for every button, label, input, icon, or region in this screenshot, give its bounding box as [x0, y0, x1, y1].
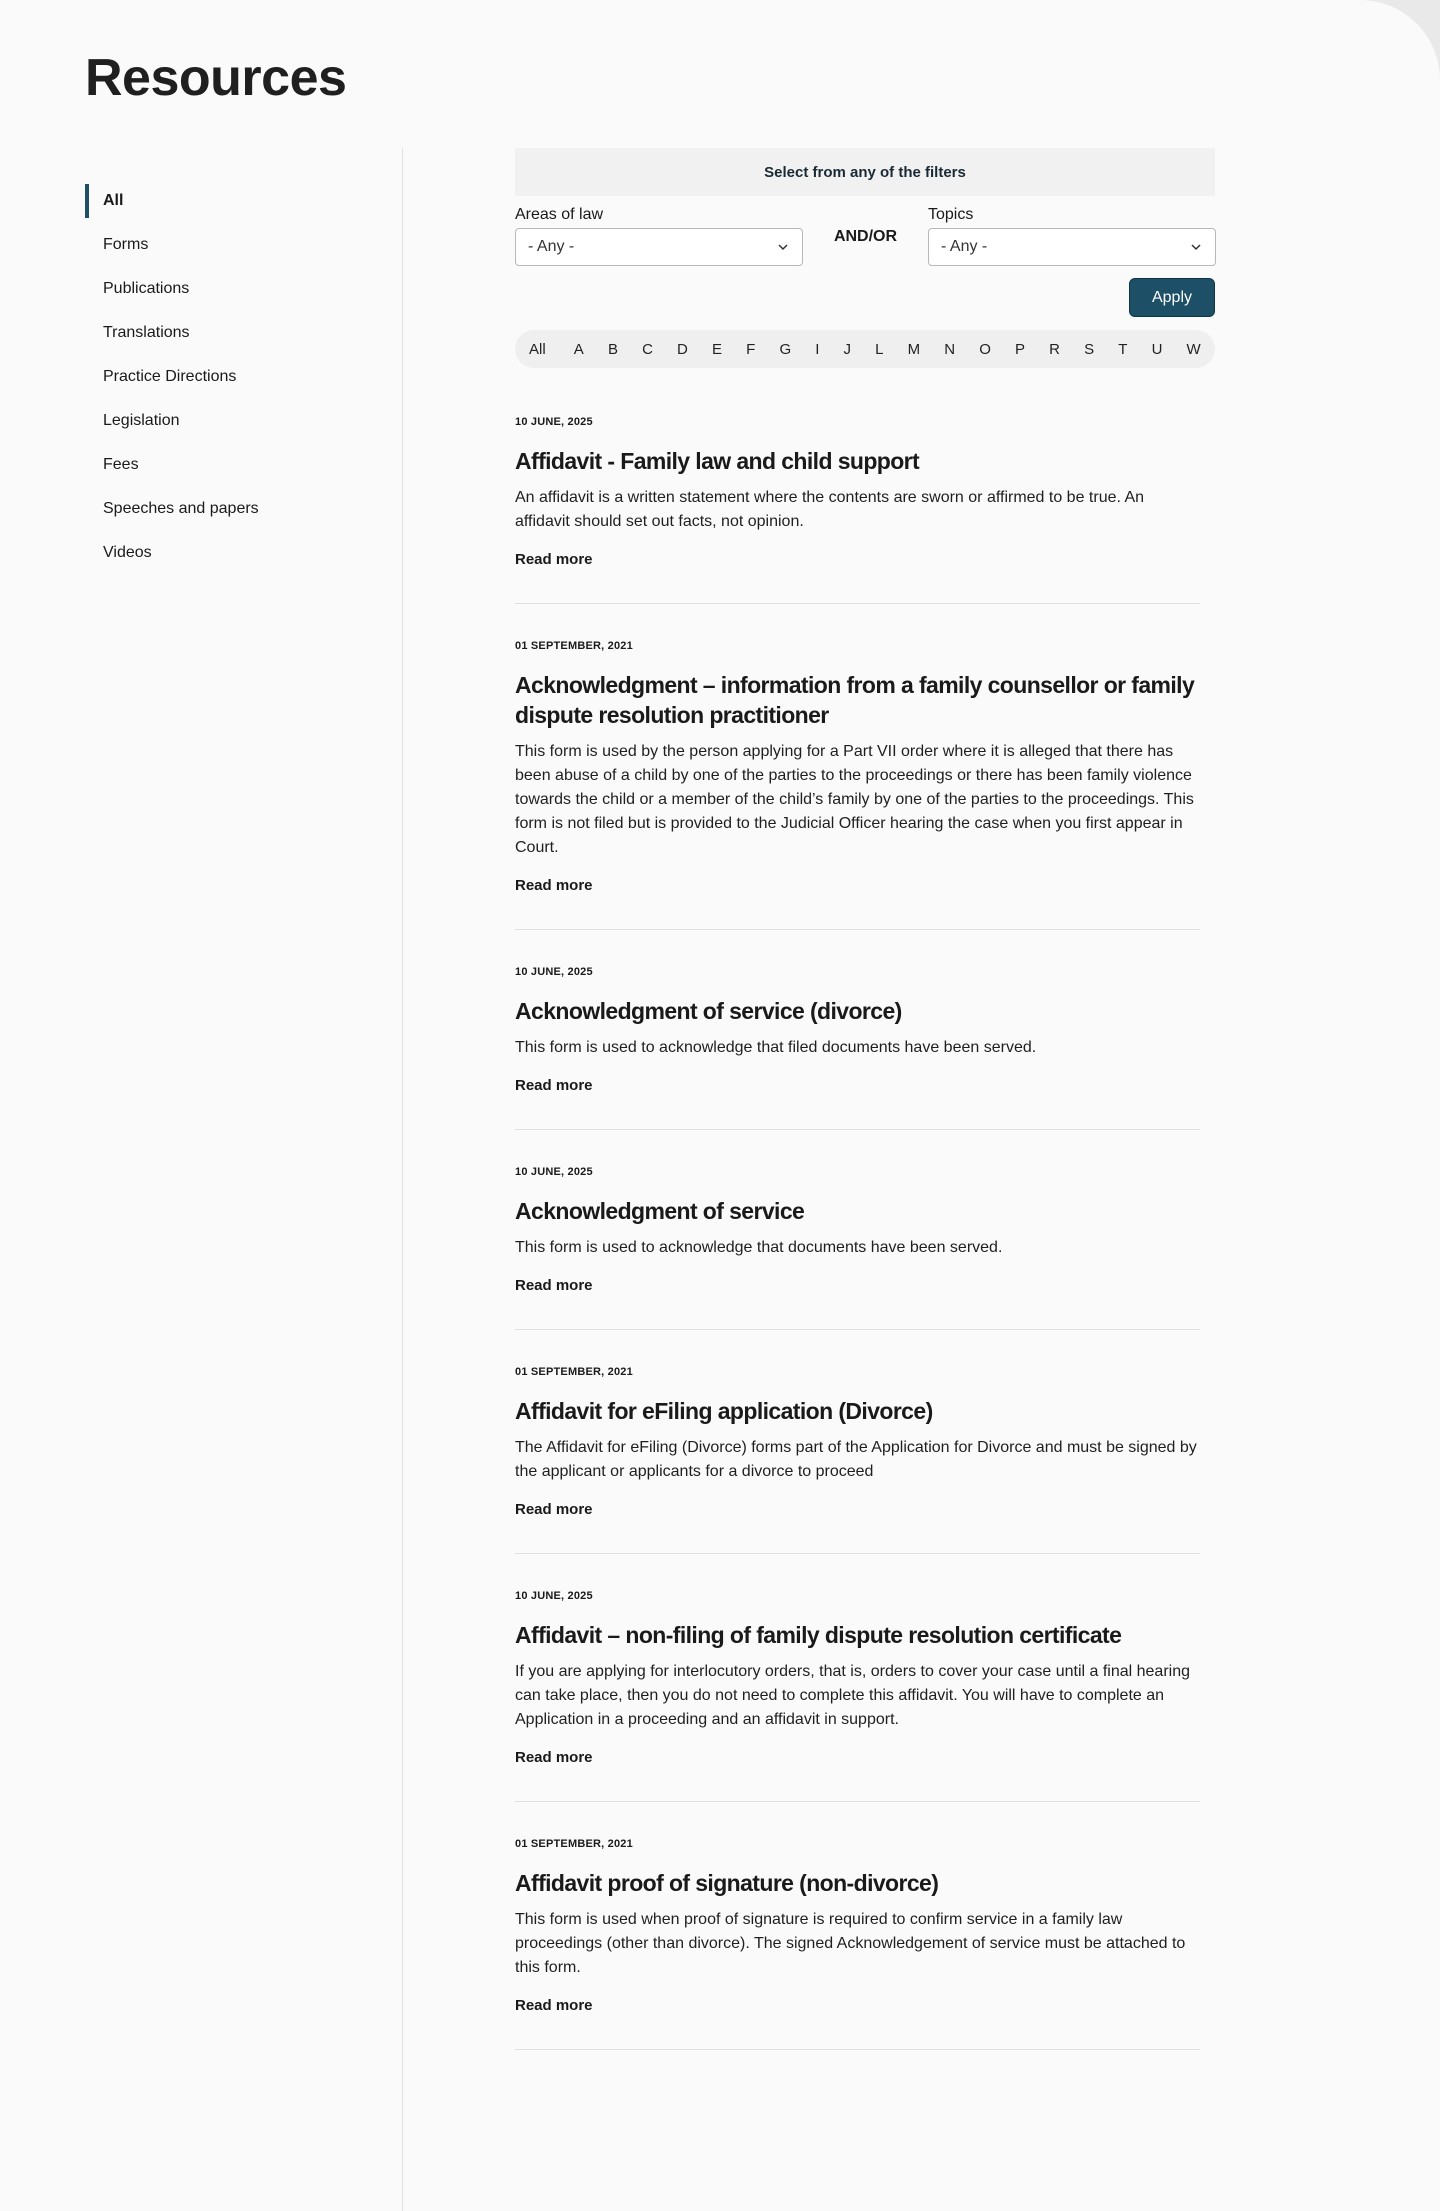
areas-of-law-label: Areas of law [515, 206, 604, 223]
chevron-down-icon [776, 240, 790, 254]
alpha-j[interactable]: J [843, 340, 852, 358]
alpha-f[interactable]: F [746, 340, 756, 358]
alpha-w[interactable]: W [1186, 340, 1201, 358]
item-title[interactable]: Affidavit for eFiling application (Divorce) [515, 1398, 933, 1424]
item-title[interactable]: Acknowledgment of service [515, 1198, 805, 1224]
item-title[interactable]: Affidavit - Family law and child support [515, 448, 920, 474]
item-title[interactable]: Affidavit proof of signature (non-divorce) [515, 1870, 939, 1896]
alpha-r[interactable]: R [1049, 340, 1061, 358]
list-item [515, 1330, 1200, 1554]
topics-select[interactable] [928, 228, 1216, 266]
item-description: This form is used by the person applying for a Part VII order where it is alleged that there has been abuse of a child by one of the parties to the proceedings or there has been family violence towards the child or a member of the child’s family by one of the parties to the proceedings. This form is not filed but is provided to the Judicial Officer hearing the case when you first appear in Court. [515, 743, 1194, 856]
list-item [515, 1130, 1200, 1330]
chevron-down-icon [1189, 240, 1203, 254]
item-date: 01 SEPTEMBER, 2021 [515, 1366, 633, 1378]
list-item [515, 1554, 1200, 1802]
item-date: 10 JUNE, 2025 [515, 1590, 593, 1602]
alphabet-filter [515, 330, 1215, 368]
alpha-s[interactable]: S [1084, 340, 1095, 358]
read-more-link[interactable]: Read more [515, 1277, 593, 1294]
item-description: The Affidavit for eFiling (Divorce) forms part of the Application for Divorce and must be signed by the applicant or applicants for a divorce to proceed [515, 1439, 1197, 1480]
apply-button[interactable]: Apply [1129, 278, 1215, 317]
list-item [515, 1802, 1200, 2050]
alpha-n[interactable]: N [944, 340, 956, 358]
main-content [515, 148, 1215, 2050]
areas-of-law-value: - Any - [528, 238, 575, 255]
alpha-d[interactable]: D [677, 340, 688, 358]
read-more-link[interactable]: Read more [515, 877, 593, 894]
list-item [515, 930, 1200, 1130]
alpha-e[interactable]: E [712, 340, 723, 358]
page-title: Resources [85, 49, 347, 107]
filter-row [515, 196, 1215, 266]
item-date: 01 SEPTEMBER, 2021 [515, 1838, 633, 1850]
item-description: This form is used when proof of signature is required to confirm service in a family law proceedings (other than divorce). The signed Acknowledgement of service must be attached to this form. [515, 1911, 1186, 1976]
sidebar-divider [402, 148, 403, 2211]
apply-row [515, 266, 1215, 330]
item-description: An affidavit is a written statement where the contents are sworn or affirmed to be true. An affidavit should set out facts, not opinion. [515, 489, 1145, 530]
alpha-p[interactable]: P [1015, 340, 1026, 358]
areas-of-law-select[interactable] [515, 228, 803, 266]
results-list [515, 380, 1200, 2050]
sidebar-item-forms[interactable]: Forms [103, 236, 149, 253]
read-more-link[interactable]: Read more [515, 1077, 593, 1094]
alpha-u[interactable]: U [1151, 340, 1163, 358]
item-date: 10 JUNE, 2025 [515, 1166, 593, 1178]
sidebar-item-translations[interactable]: Translations [103, 324, 190, 341]
topics-filter [928, 196, 1216, 266]
sidebar-item-practice-directions[interactable]: Practice Directions [103, 368, 237, 385]
item-description: This form is used to acknowledge that documents have been served. [515, 1239, 1003, 1256]
sidebar-nav [85, 184, 385, 580]
list-item [515, 604, 1200, 930]
alpha-b[interactable]: B [607, 340, 618, 358]
areas-of-law-filter [515, 196, 803, 266]
alpha-a[interactable]: A [573, 340, 584, 358]
topics-value: - Any - [941, 238, 988, 255]
sidebar-item-legislation[interactable]: Legislation [103, 412, 180, 429]
item-title[interactable]: Acknowledgment – information from a family counsellor or family dispute resolution practitioner [515, 672, 1195, 728]
alpha-l[interactable]: L [875, 340, 884, 358]
alpha-g[interactable]: G [779, 340, 792, 358]
filter-banner: Select from any of the filters [515, 148, 1215, 196]
item-description: This form is used to acknowledge that filed documents have been served. [515, 1039, 1037, 1056]
read-more-link[interactable]: Read more [515, 1997, 593, 2014]
sidebar-item-all[interactable]: All [85, 184, 385, 218]
alpha-i[interactable]: I [815, 340, 820, 358]
alpha-all[interactable]: All [529, 340, 546, 358]
alpha-c[interactable]: C [642, 340, 653, 358]
read-more-link[interactable]: Read more [515, 551, 593, 568]
read-more-link[interactable]: Read more [515, 1501, 593, 1518]
item-description: If you are applying for interlocutory orders, that is, orders to cover your case until a final hearing can take place, then you do not need to complete this affidavit. You will have to complete an Application in a proceeding and an affidavit in support. [515, 1663, 1191, 1728]
alpha-t[interactable]: T [1118, 340, 1128, 358]
and-or-label: AND/OR [833, 228, 898, 245]
item-date: 10 JUNE, 2025 [515, 966, 593, 978]
alpha-o[interactable]: O [979, 340, 991, 358]
sidebar-item-publications[interactable]: Publications [103, 280, 190, 297]
item-date: 10 JUNE, 2025 [515, 416, 593, 428]
list-item [515, 380, 1200, 604]
item-title[interactable]: Affidavit – non-filing of family dispute resolution certificate [515, 1622, 1122, 1648]
sidebar-item-videos[interactable]: Videos [103, 544, 152, 561]
alpha-m[interactable]: M [907, 340, 921, 358]
topics-label: Topics [928, 206, 974, 223]
read-more-link[interactable]: Read more [515, 1749, 593, 1766]
item-title[interactable]: Acknowledgment of service (divorce) [515, 998, 902, 1024]
sidebar-item-fees[interactable]: Fees [103, 456, 139, 473]
sidebar-item-speeches-and-papers[interactable]: Speeches and papers [103, 500, 259, 517]
item-date: 01 SEPTEMBER, 2021 [515, 640, 633, 652]
